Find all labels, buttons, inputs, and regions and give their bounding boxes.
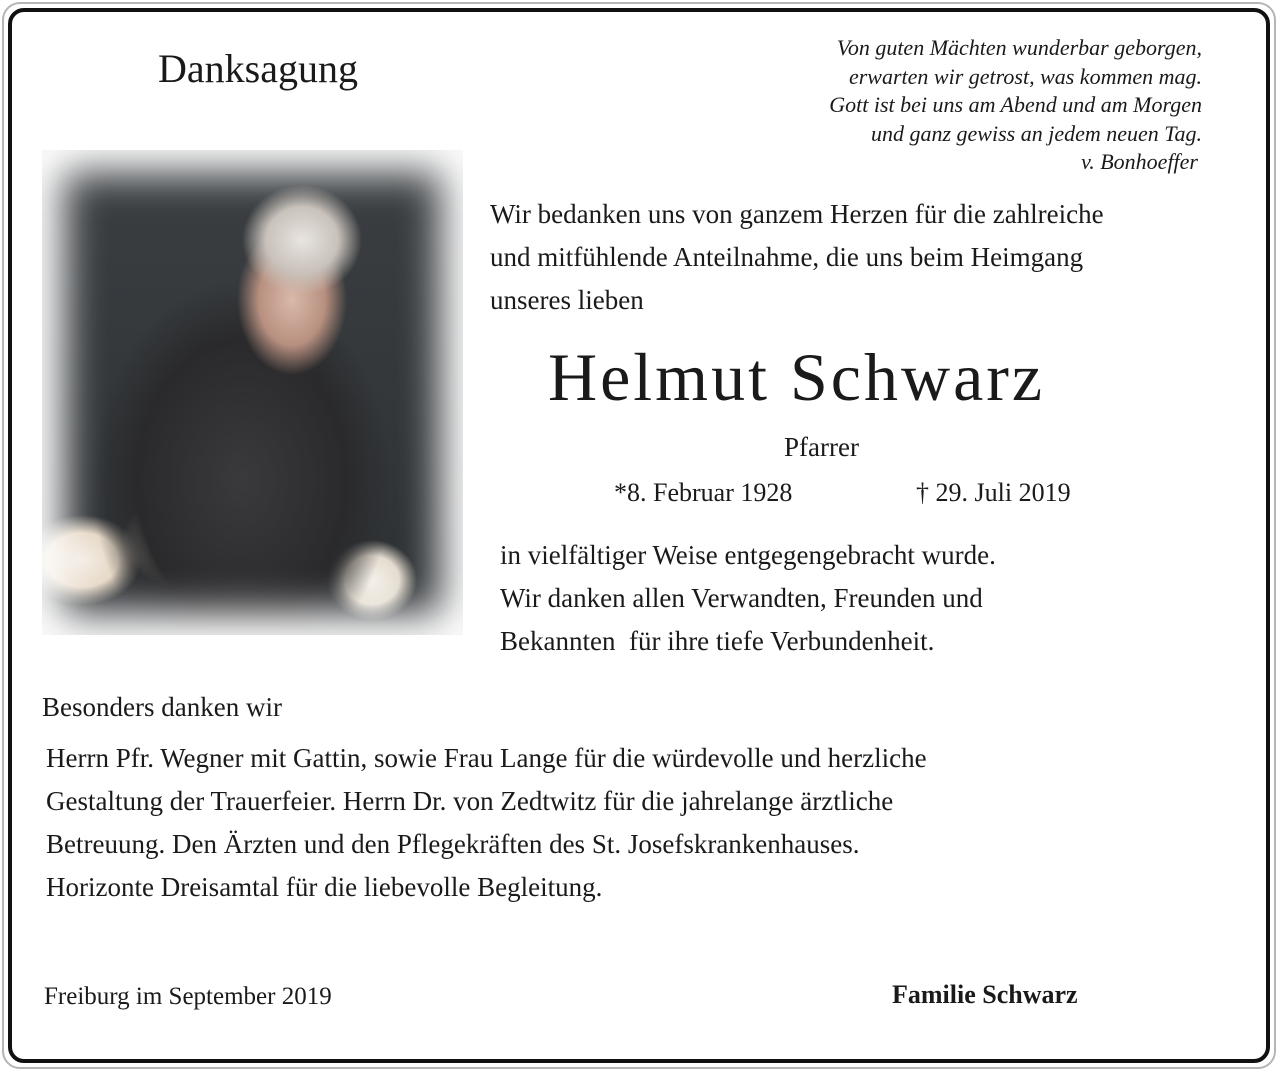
poem-line: Gott ist bei uns am Abend und am Morgen [829,92,1202,118]
text-line: Betreuung. Den Ärzten und den Pflegekräften des St. Josefskrankenhauses. [46,829,860,859]
birth-date: *8. Februar 1928 [614,478,793,507]
poem-line: erwarten wir getrost, was kommen mag. [848,63,1202,89]
text-line: Bekannten für ihre tiefe Verbundenheit. [500,626,935,656]
portrait-photo [42,150,463,635]
signature: Familie Schwarz [892,980,1078,1009]
death-date: † 29. Juli 2019 [916,478,1071,507]
text-line: Horizonte Dreisamtal für die liebevolle Begleitung. [46,872,603,902]
place-date: Freiburg im September 2019 [44,983,332,1010]
text-line: unseres lieben [490,285,644,315]
special-thanks-paragraph [46,737,927,909]
poem-author: v. Bonhoeffer [1081,149,1198,175]
deceased-role: Pfarrer [784,432,859,462]
text-line: Wir danken allen Verwandten, Freunden und [500,583,983,613]
intro-paragraph [490,193,1104,322]
text-line: in vielfältiger Weise entgegengebracht wurde. [500,540,996,570]
notice-title: Danksagung [158,46,358,91]
text-line: und mitfühlende Anteilnahme, die uns beim Heimgang [490,242,1084,272]
poem-line: und ganz gewiss an jedem neuen Tag. [870,120,1202,146]
continuation-paragraph [500,534,996,663]
text-line: Wir bedanken uns von ganzem Herzen für die zahlreiche [490,199,1104,229]
special-thanks-heading: Besonders danken wir [42,692,282,722]
text-line: Herrn Pfr. Wegner mit Gattin, sowie Frau Lange für die würdevolle und herzliche [46,743,927,773]
deceased-name: Helmut Schwarz [548,339,1046,415]
poem-line: Von guten Mächten wunderbar geborgen, [836,35,1202,60]
text-line: Gestaltung der Trauerfeier. Herrn Dr. von Zedtwitz für die jahrelange ärztliche [46,786,894,816]
poem-quote [829,34,1202,177]
